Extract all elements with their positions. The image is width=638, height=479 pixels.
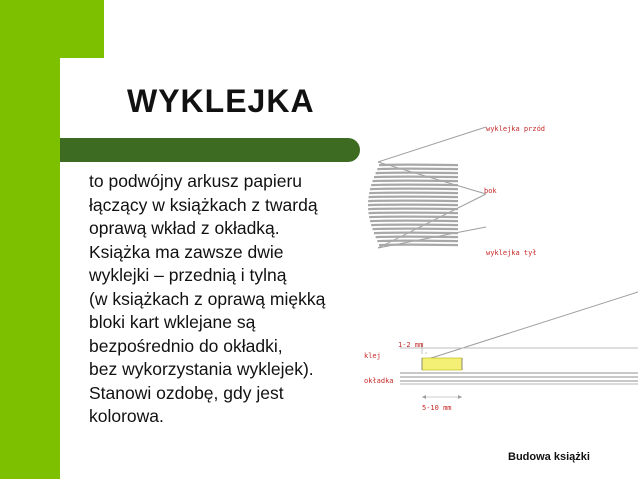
page-stripe <box>368 208 458 211</box>
slide-title: WYKLEJKA <box>127 83 315 119</box>
body-line: łączący w książkach z twardą <box>89 194 318 215</box>
body-line: bezpośrednio do okładki, <box>89 335 283 356</box>
label-dim-small: 1-2 mm <box>398 341 424 349</box>
cover-layer <box>400 372 638 374</box>
body-line: Stanowi ozdobę, gdy jest <box>89 382 284 403</box>
cover-opening-line <box>425 292 638 360</box>
page-stripe <box>379 164 458 167</box>
label-cover: okładka <box>364 377 394 385</box>
page-stripe <box>369 196 458 199</box>
left-accent-bar <box>0 0 60 479</box>
book-block-illustration <box>368 127 486 248</box>
label-glue: klej <box>364 352 381 360</box>
body-line: bez wykorzystania wyklejek). <box>89 359 314 379</box>
body-line: wyklejki – przednią i tylną <box>89 265 287 285</box>
page-stripe <box>369 212 458 215</box>
body-line: to podwójny arkusz papieru <box>89 171 303 191</box>
page-stripe <box>379 244 458 247</box>
label-dim-large: 5-10 mm <box>422 404 452 412</box>
page-stripe <box>370 220 458 223</box>
top-accent-block <box>60 0 104 58</box>
front-endpaper-line <box>378 127 486 162</box>
page-stripe <box>374 176 458 179</box>
title-underline-bar <box>60 138 360 162</box>
page-stripe <box>368 204 458 207</box>
body-line: kolorowa. <box>89 406 164 426</box>
slide-body-text <box>89 170 379 429</box>
page-stripe <box>369 216 458 219</box>
book-structure-diagram <box>360 120 638 425</box>
page-stripe <box>371 224 458 227</box>
glue-strip <box>422 358 462 370</box>
page-stripe <box>376 236 458 239</box>
page-stripe <box>369 192 458 195</box>
body-line: oprawą wkład z okładką. <box>89 218 280 238</box>
label-back-endpaper: wyklejka tył <box>486 249 537 257</box>
label-front-endpaper: wyklejka przód <box>486 125 546 133</box>
label-side: bok <box>484 187 497 195</box>
page-stripe <box>377 240 458 243</box>
page-stripe <box>374 232 458 235</box>
body-line: (w książkach z oprawą miękką <box>89 288 326 309</box>
slide-caption: Budowa książki <box>508 451 590 463</box>
page-stripe <box>377 168 458 171</box>
body-line: Książka ma zawsze dwie <box>89 241 284 262</box>
page-stack <box>368 164 458 247</box>
page-stripe <box>373 180 458 183</box>
body-line: bloki kart wklejane są <box>89 312 256 332</box>
glue-detail-illustration <box>400 292 638 399</box>
page-stripe <box>370 188 458 191</box>
page-stripe <box>368 200 458 203</box>
page-stripe <box>371 184 458 187</box>
